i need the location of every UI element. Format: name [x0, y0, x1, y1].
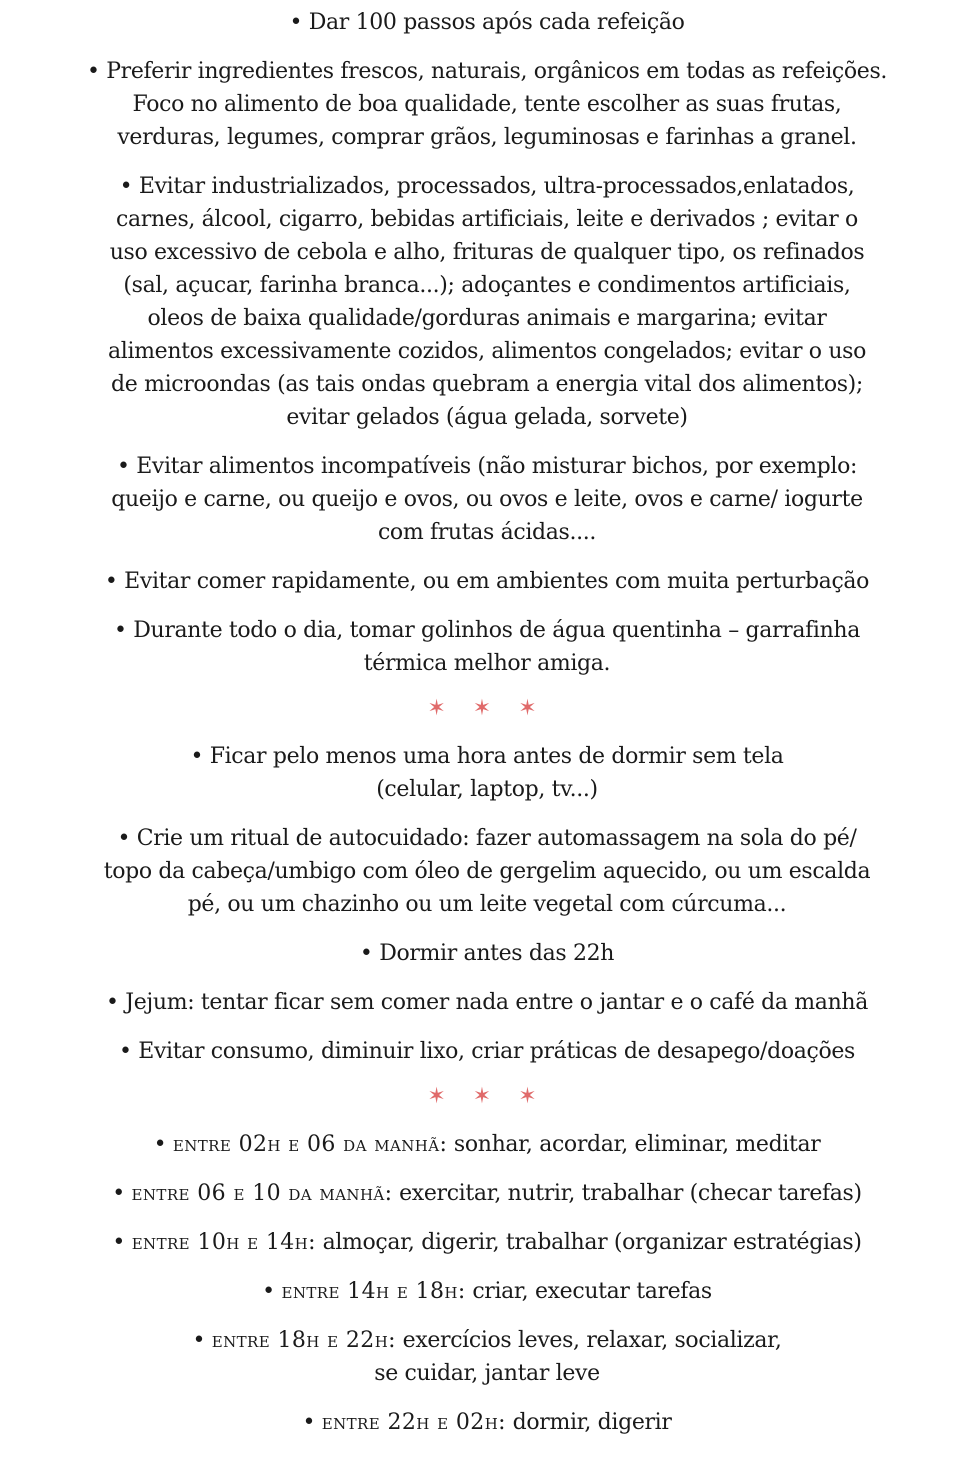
schedule-activities: sonhar, acordar, eliminar, meditar — [447, 1132, 821, 1157]
schedule-activities: exercitar, nutrir, trabalhar (checar tarefas) — [392, 1181, 862, 1206]
schedule-line — [40, 1128, 934, 1161]
schedule-entry — [40, 1128, 934, 1161]
habit-line: • Evitar industrializados, processados, ultra-processados,enlatados, — [119, 174, 855, 199]
schedule-time-label: entre 14h e 18h: — [281, 1279, 466, 1304]
habit-line: • Evitar consumo, diminuir lixo, criar práticas de desapego/doações — [119, 1039, 855, 1064]
habit-line: • Ficar pelo menos uma hora antes de dormir sem tela — [190, 744, 784, 769]
bullet: • — [112, 1181, 125, 1206]
schedule-line — [40, 1226, 934, 1259]
schedule-time-label: entre 06 e 10 da manhã: — [131, 1181, 393, 1206]
daily-schedule — [40, 1128, 934, 1439]
schedule-time-label: entre 10h e 14h: — [131, 1230, 316, 1255]
schedule-entry — [40, 1324, 934, 1390]
habit-line: • Evitar comer rapidamente, ou em ambientes com muita perturbação — [104, 569, 870, 594]
schedule-entry — [40, 1275, 934, 1308]
habit-line: de microondas (as tais ondas quebram a energia vital dos alimentos); — [111, 372, 863, 397]
schedule-time-label: entre 02h e 06 da manhã: — [172, 1132, 448, 1157]
habit-paragraph — [40, 55, 934, 154]
habit-line: (celular, laptop, tv...) — [376, 777, 598, 802]
schedule-activities-continued: se cuidar, jantar leve — [374, 1361, 600, 1386]
divider-stars-2: ✶ ✶ ✶ — [427, 1084, 547, 1109]
habit-line: com frutas ácidas.... — [377, 520, 597, 545]
habit-line: pé, ou um chazinho ou um leite vegetal com cúrcuma... — [187, 892, 787, 917]
schedule-activities: criar, executar tarefas — [465, 1279, 712, 1304]
habit-line: uso excessivo de cebola e alho, frituras de qualquer tipo, os refinados — [109, 240, 865, 265]
bullet: • — [302, 1410, 316, 1435]
schedule-line — [40, 1324, 934, 1357]
habit-paragraph — [40, 565, 934, 598]
schedule-activities: almoçar, digerir, trabalhar (organizar estratégias) — [315, 1230, 862, 1255]
bullet: • — [262, 1279, 275, 1304]
habit-paragraph — [40, 6, 934, 39]
bullet: • — [112, 1230, 126, 1255]
habit-paragraph — [40, 170, 934, 434]
habit-paragraph — [40, 986, 934, 1019]
habit-line: • Durante todo o dia, tomar golinhos de água quentinha – garrafinha — [113, 618, 860, 643]
schedule-activities: exercícios leves, relaxar, socializar, — [396, 1328, 782, 1353]
habit-line: carnes, álcool, cigarro, bebidas artificiais, leite e derivados ; evitar o — [116, 207, 858, 232]
schedule-line — [40, 1275, 934, 1308]
habit-line: oleos de baixa qualidade/gorduras animais e margarina; evitar — [147, 306, 827, 331]
habit-paragraph — [40, 822, 934, 921]
schedule-entry — [40, 1177, 934, 1210]
habit-paragraph — [40, 450, 934, 549]
habit-paragraph — [40, 614, 934, 680]
habit-line: • Jejum: tentar ficar sem comer nada entre o jantar e o café da manhã — [106, 990, 868, 1015]
habits-section-rest — [40, 740, 934, 1068]
habit-paragraph — [40, 937, 934, 970]
habit-line: (sal, açucar, farinha branca...); adoçantes e condimentos artificiais, — [123, 273, 851, 298]
schedule-activities: dormir, digerir — [506, 1410, 672, 1435]
schedule-entry — [40, 1406, 934, 1439]
habit-paragraph — [40, 740, 934, 806]
habit-line: topo da cabeça/umbigo com óleo de gergelim aquecido, ou um escalda — [103, 859, 871, 884]
habit-line: • Dormir antes das 22h — [359, 941, 615, 966]
habit-line: verduras, legumes, comprar grãos, leguminosas e farinhas a granel. — [117, 125, 857, 150]
schedule-line — [40, 1406, 934, 1439]
schedule-time-label: entre 18h e 22h: — [211, 1328, 396, 1353]
habit-line: • Crie um ritual de autocuidado: fazer automassagem na sola do pé/ — [117, 826, 857, 851]
habit-paragraph — [40, 1035, 934, 1068]
bullet: • — [192, 1328, 206, 1353]
schedule-entry — [40, 1226, 934, 1259]
habit-line: térmica melhor amiga. — [363, 651, 611, 676]
habit-line: • Evitar alimentos incompatíveis (não misturar bichos, por exemplo: — [116, 454, 858, 479]
divider-stars-1: ✶ ✶ ✶ — [427, 696, 547, 721]
habit-line: Foco no alimento de boa qualidade, tente escolher as suas frutas, — [132, 92, 842, 117]
habit-line: • Dar 100 passos após cada refeição — [289, 10, 685, 35]
habit-line: • Preferir ingredientes frescos, naturais, orgânicos em todas as refeições. — [86, 59, 888, 84]
habit-line: alimentos excessivamente cozidos, alimentos congelados; evitar o uso — [108, 339, 866, 364]
habit-line: evitar gelados (água gelada, sorvete) — [286, 405, 688, 430]
habits-section-food — [40, 6, 934, 680]
schedule-time-label: entre 22h e 02h: — [321, 1410, 506, 1435]
schedule-line — [40, 1177, 934, 1210]
habit-line: queijo e carne, ou queijo e ovos, ou ovos e leite, ovos e carne/ iogurte — [111, 487, 863, 512]
bullet: • — [153, 1132, 167, 1157]
